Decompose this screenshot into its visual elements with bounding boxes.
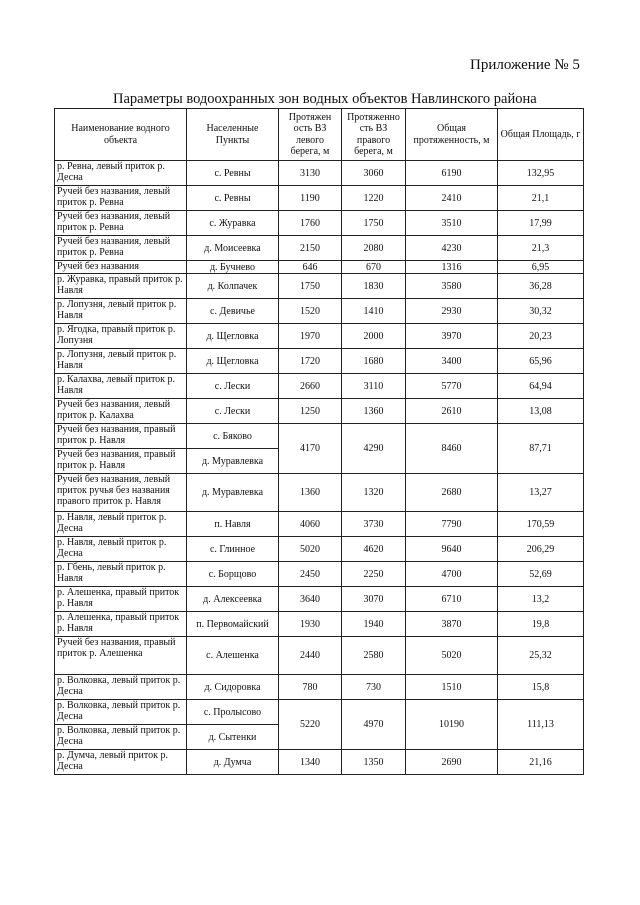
table-row [55,537,584,562]
cell-settlement: с. Бяково [187,424,279,449]
cell-name: р. Навля, левый приток р. Десна [55,537,187,562]
cell-total: 6190 [406,161,498,186]
cell-name: Ручей без названия, правый приток р. Навля [55,424,187,449]
cell-area: 19,8 [498,612,584,637]
cell-left: 1190 [279,186,342,211]
table-row [55,161,584,186]
cell-settlement: д. Колпачек [187,274,279,299]
cell-name: Ручей без названия, левый приток р. Ревна [55,236,187,261]
cell-area: 21,16 [498,750,584,775]
cell-settlement: с. Ревны [187,161,279,186]
cell-area: 65,96 [498,349,584,374]
cell-area: 36,28 [498,274,584,299]
cell-name: р. Лопузня, левый приток р. Навля [55,349,187,374]
table-row [55,474,584,512]
cell-name: р. Лопузня, левый приток р. Навля [55,299,187,324]
cell-settlement: с. Лески [187,374,279,399]
cell-total: 2680 [406,474,498,512]
cell-right: 1830 [342,274,406,299]
cell-right: 4290 [342,424,406,474]
cell-name: Ручей без названия, левый приток р. Ревна [55,211,187,236]
cell-name: р. Алешенка, правый приток р. Навля [55,612,187,637]
table-row [55,211,584,236]
table-row [55,236,584,261]
cell-settlement: д. Алексеевка [187,587,279,612]
cell-name: Ручей без названия, правый приток р. Алешенка [55,637,187,675]
cell-left: 1250 [279,399,342,424]
cell-area: 87,71 [498,424,584,474]
table-row [55,587,584,612]
cell-total: 6710 [406,587,498,612]
cell-left: 1930 [279,612,342,637]
cell-area: 30,32 [498,299,584,324]
page-title: Параметры водоохранных зон водных объектов Навлинского района [113,91,537,107]
header-total-length: Общая протяженность, м [406,109,498,161]
cell-settlement: д. Щегловка [187,324,279,349]
cell-settlement: с. Девичье [187,299,279,324]
cell-left: 1340 [279,750,342,775]
table-row [55,349,584,374]
table-row [55,424,584,449]
cell-left: 2450 [279,562,342,587]
cell-area: 15,8 [498,675,584,700]
cell-total: 5020 [406,637,498,675]
cell-right: 670 [342,261,406,274]
cell-settlement: с. Ревны [187,186,279,211]
cell-left: 4060 [279,512,342,537]
cell-settlement: с. Глинное [187,537,279,562]
cell-left: 1720 [279,349,342,374]
cell-total: 1510 [406,675,498,700]
cell-name: р. Алешенка, правый приток р. Навля [55,587,187,612]
cell-total: 5770 [406,374,498,399]
cell-total: 3870 [406,612,498,637]
cell-area: 25,32 [498,637,584,675]
cell-name: Ручей без названия, левый приток р. Калахва [55,399,187,424]
cell-right: 1940 [342,612,406,637]
cell-total: 10190 [406,700,498,750]
cell-name: р. Калахва, левый приток р. Навля [55,374,187,399]
header-left-shore: Протяжен ость ВЗ левого берега, м [279,109,342,161]
cell-area: 13,27 [498,474,584,512]
table-header-row [55,109,584,161]
cell-total: 3400 [406,349,498,374]
cell-total: 1316 [406,261,498,274]
table-row [55,512,584,537]
cell-left: 780 [279,675,342,700]
cell-right: 4620 [342,537,406,562]
cell-total: 8460 [406,424,498,474]
cell-settlement: д. Сидоровка [187,675,279,700]
table-row [55,261,584,274]
cell-right: 2250 [342,562,406,587]
table-row [55,374,584,399]
cell-right: 1220 [342,186,406,211]
cell-left: 1520 [279,299,342,324]
table-row [55,637,584,675]
cell-name: р. Волковка, левый приток р. Десна [55,700,187,725]
table-row [55,299,584,324]
cell-settlement: д. Моисеевка [187,236,279,261]
cell-settlement: с. Алешенка [187,637,279,675]
cell-right: 3730 [342,512,406,537]
appendix-label: Приложение № 5 [470,57,580,73]
cell-area: 6,95 [498,261,584,274]
cell-left: 1750 [279,274,342,299]
cell-total: 3510 [406,211,498,236]
cell-right: 1410 [342,299,406,324]
cell-settlement: д. Думча [187,750,279,775]
cell-right: 4970 [342,700,406,750]
cell-total: 3970 [406,324,498,349]
cell-left: 1970 [279,324,342,349]
cell-name: Ручей без названия, правый приток р. Навля [55,449,187,474]
table-row [55,700,584,725]
table-row [55,750,584,775]
cell-total: 4700 [406,562,498,587]
table-row [55,399,584,424]
cell-settlement: д. Щегловка [187,349,279,374]
table-row [55,612,584,637]
cell-left: 4170 [279,424,342,474]
cell-right: 730 [342,675,406,700]
cell-name: Ручей без названия, левый приток р. Ревна [55,186,187,211]
cell-right: 2000 [342,324,406,349]
cell-total: 4230 [406,236,498,261]
cell-name: р. Думча, левый приток р. Десна [55,750,187,775]
cell-left: 5020 [279,537,342,562]
cell-name: р. Ягодка, правый приток р. Лопузня [55,324,187,349]
cell-area: 13,08 [498,399,584,424]
cell-area: 52,69 [498,562,584,587]
cell-area: 170,59 [498,512,584,537]
cell-left: 2440 [279,637,342,675]
cell-settlement: с. Журавка [187,211,279,236]
cell-right: 3110 [342,374,406,399]
cell-left: 3640 [279,587,342,612]
cell-name: р. Ревна, левый приток р. Десна [55,161,187,186]
cell-area: 111,13 [498,700,584,750]
table-row [55,186,584,211]
header-right-shore: Протяженно сть ВЗ правого берега, м [342,109,406,161]
cell-right: 1320 [342,474,406,512]
cell-total: 2410 [406,186,498,211]
cell-total: 3580 [406,274,498,299]
cell-area: 132,95 [498,161,584,186]
cell-left: 1760 [279,211,342,236]
cell-settlement: с. Пролысово [187,700,279,725]
cell-name: р. Журавка, правый приток р. Навля [55,274,187,299]
table-row [55,324,584,349]
cell-name: Ручей без названия [55,261,187,274]
cell-area: 21,3 [498,236,584,261]
cell-total: 2610 [406,399,498,424]
cell-right: 1680 [342,349,406,374]
cell-settlement: п. Первомайский [187,612,279,637]
cell-name: р. Волковка, левый приток р. Десна [55,675,187,700]
table-row [55,274,584,299]
cell-area: 64,94 [498,374,584,399]
cell-name: р. Навля, левый приток р. Десна [55,512,187,537]
cell-settlement: с. Лески [187,399,279,424]
water-zones-table [54,108,584,775]
cell-name: Ручей без названия, левый приток ручья без названия правого приток р. Навля [55,474,187,512]
cell-settlement: д. Муравлевка [187,449,279,474]
cell-settlement: с. Борщово [187,562,279,587]
cell-right: 1750 [342,211,406,236]
cell-left: 646 [279,261,342,274]
cell-total: 7790 [406,512,498,537]
cell-area: 13,2 [498,587,584,612]
cell-area: 20,23 [498,324,584,349]
cell-right: 1350 [342,750,406,775]
cell-settlement: п. Навля [187,512,279,537]
cell-left: 2660 [279,374,342,399]
cell-area: 17,99 [498,211,584,236]
cell-total: 9640 [406,537,498,562]
table-row [55,562,584,587]
cell-settlement: д. Бучнево [187,261,279,274]
cell-total: 2690 [406,750,498,775]
header-name: Наименование водного объекта [55,109,187,161]
cell-left: 2150 [279,236,342,261]
cell-total: 2930 [406,299,498,324]
cell-right: 3060 [342,161,406,186]
cell-left: 3130 [279,161,342,186]
cell-right: 3070 [342,587,406,612]
cell-right: 2580 [342,637,406,675]
cell-settlement: д. Муравлевка [187,474,279,512]
cell-left: 5220 [279,700,342,750]
cell-left: 1360 [279,474,342,512]
header-total-area: Общая Площадь, г [498,109,584,161]
cell-settlement: д. Сытенки [187,725,279,750]
cell-area: 206,29 [498,537,584,562]
cell-right: 2080 [342,236,406,261]
cell-area: 21,1 [498,186,584,211]
cell-right: 1360 [342,399,406,424]
table-row [55,675,584,700]
cell-name: р. Волковка, левый приток р. Десна [55,725,187,750]
cell-name: р. Гбень, левый приток р. Навля [55,562,187,587]
header-settlement: Населенные Пункты [187,109,279,161]
